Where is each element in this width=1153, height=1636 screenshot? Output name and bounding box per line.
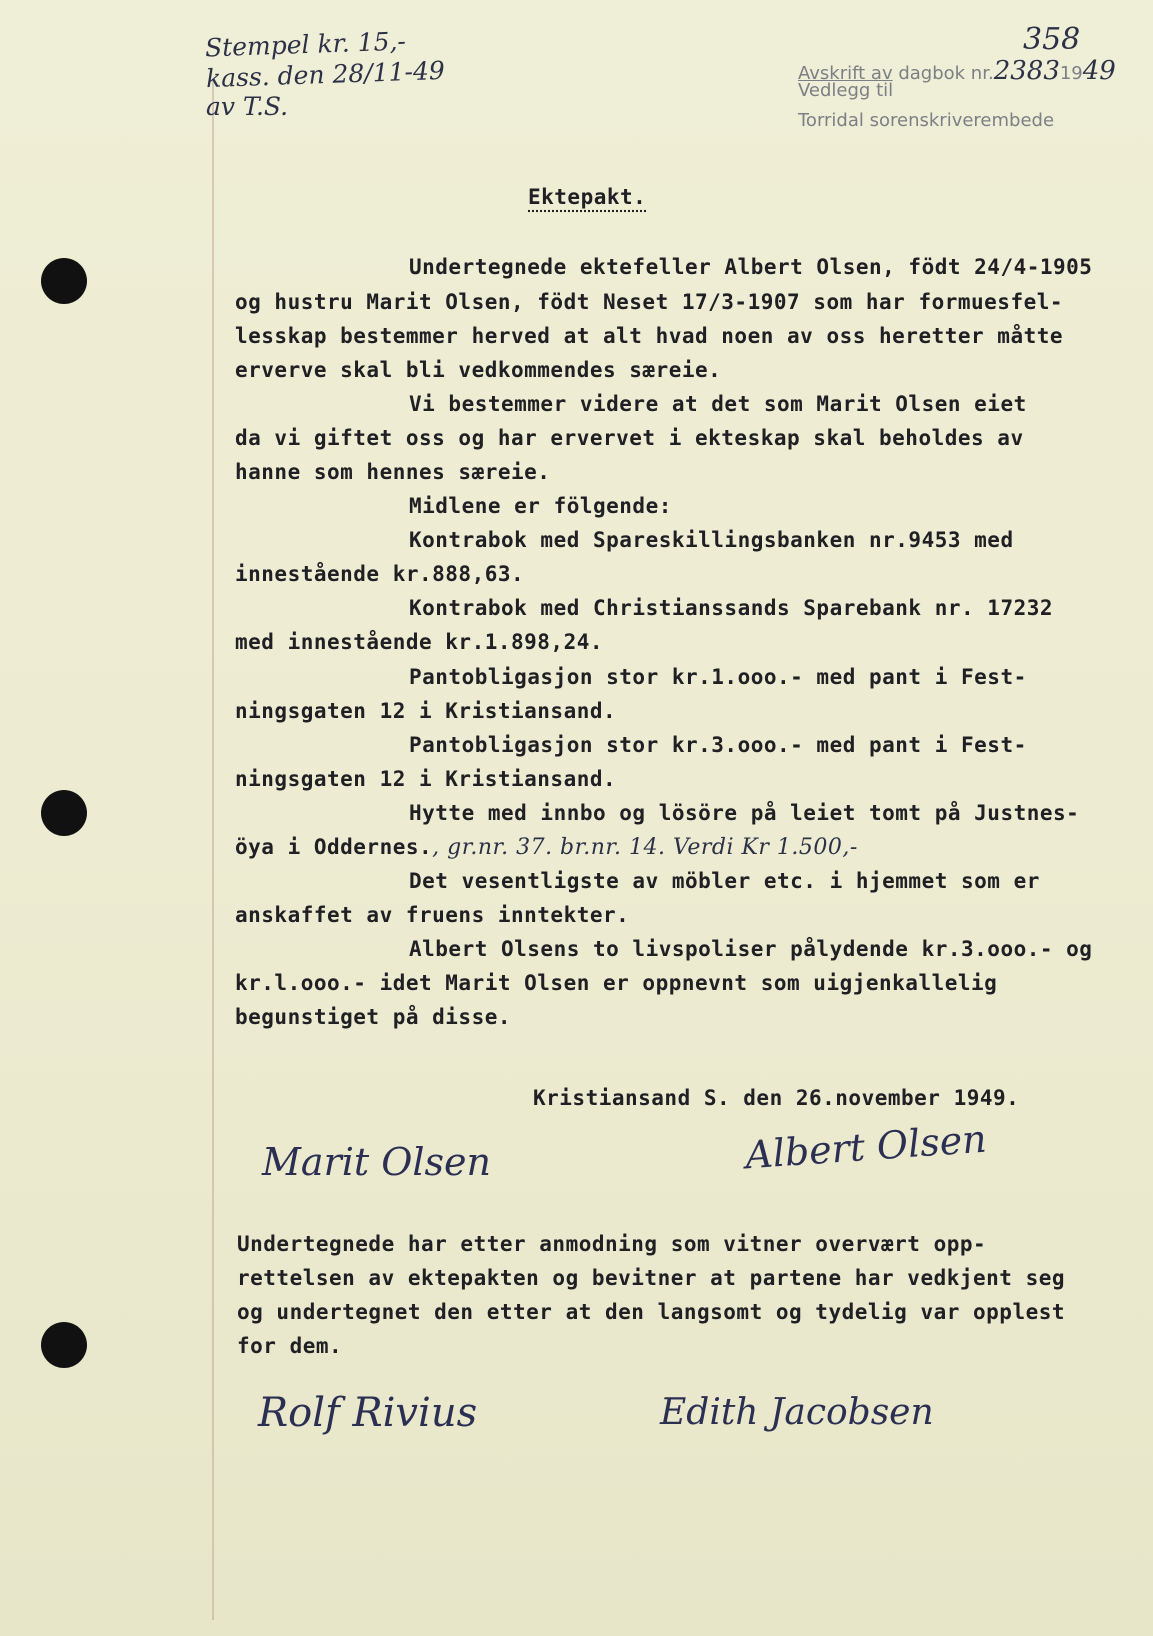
stamp-line2: Vedlegg til [798,80,894,101]
body-line-18-typed: öya i Oddernes. [235,835,433,859]
body-line-18 [235,835,858,860]
punch-hole-top [41,258,87,304]
body-line-17: Hytte med innbo og lösöre på leiet tomt på Justnes- [409,801,1080,825]
signature-witness-2: Edith Jacobsen [660,1392,934,1433]
body-line-1: Undertegnede ektefeller Albert Olsen, födt 24/4-1905 [409,255,1093,279]
body-line-21: Albert Olsens to livspoliser pålydende kr.3.ooo.- og [409,937,1093,961]
page-number: 358 [1023,22,1081,57]
body-line-12: med innestående kr.1.898,24. [235,630,604,654]
body-line-22: kr.l.ooo.- idet Marit Olsen er oppnevnt som uigjenkallelig [235,971,998,995]
stamp-dagbok-label: dagbok nr. [898,63,994,84]
signature-witness-1: Rolf Rivius [258,1390,478,1436]
witness-line-4: for dem. [237,1334,343,1358]
handwritten-note-line3: av T.S. [206,92,289,121]
stamp-avskrift-label: Avskrift av [798,63,893,84]
stamp-line3: Torridal sorenskriverembede [798,110,1055,131]
signature-albert-olsen: Albert Olsen [743,1116,988,1178]
punch-hole-bottom [41,1322,87,1368]
body-line-23: begunstiget på disse. [235,1005,512,1029]
margin-line [212,80,214,1620]
body-line-20: anskaffet av fruens inntekter. [235,903,630,927]
body-line-13: Pantobligasjon stor kr.1.ooo.- med pant i Fest- [409,665,1027,689]
witness-line-1: Undertegnede har etter anmodning som vitner overvært opp- [237,1232,987,1256]
body-line-10: innestående kr.888,63. [235,562,525,586]
body-line-4: erverve skal bli vedkommendes særeie. [235,358,722,382]
handwritten-note-line1: Stempel kr. 15,- [204,26,407,63]
body-line-5: Vi bestemmer videre at det som Marit Olsen eiet [409,392,1027,416]
body-line-2: og hustru Marit Olsen, födt Neset 17/3-1907 som har formuesfel- [235,290,1064,314]
body-line-7: hanne som hennes særeie. [235,460,551,484]
witness-line-2: rettelsen av ektepakten og bevitner at partene har vedkjent seg [237,1266,1066,1290]
document-title: Ektepakt. [528,185,647,209]
place-date: Kristiansand S. den 26.november 1949. [533,1086,1020,1110]
body-line-19: Det vesentligste av möbler etc. i hjemmet som er [409,869,1040,893]
signature-marit-olsen: Marit Olsen [262,1140,492,1184]
body-line-11: Kontrabok med Christianssands Sparebank nr. 17232 [409,596,1054,620]
body-line-9: Kontrabok med Spareskillingsbanken nr.9453 med [409,528,1014,552]
stamp-year-prefix: 19 [1059,63,1083,84]
witness-line-3: og undertegnet den etter at den langsomt og tydelig var opplest [237,1300,1066,1324]
handwritten-insert: , gr.nr. 37. br.nr. 14. Verdi Kr 1.500,- [432,835,858,860]
body-line-8: Midlene er fölgende: [409,494,672,518]
body-line-15: Pantobligasjon stor kr.3.ooo.- med pant i Fest- [409,733,1027,757]
handwritten-note-line2: kass. den 28/11-49 [205,55,446,94]
body-line-14: ningsgaten 12 i Kristiansand. [235,699,617,723]
body-line-16: ningsgaten 12 i Kristiansand. [235,767,617,791]
stamp-year-suffix: 49 [1082,56,1116,86]
stamp-dagbok-number: 2383 [993,56,1060,86]
body-line-6: da vi giftet oss og har ervervet i ekteskap skal beholdes av [235,426,1024,450]
punch-hole-middle [41,790,87,836]
body-line-3: lesskap bestemmer herved at alt hvad noen av oss heretter måtte [235,324,1064,348]
